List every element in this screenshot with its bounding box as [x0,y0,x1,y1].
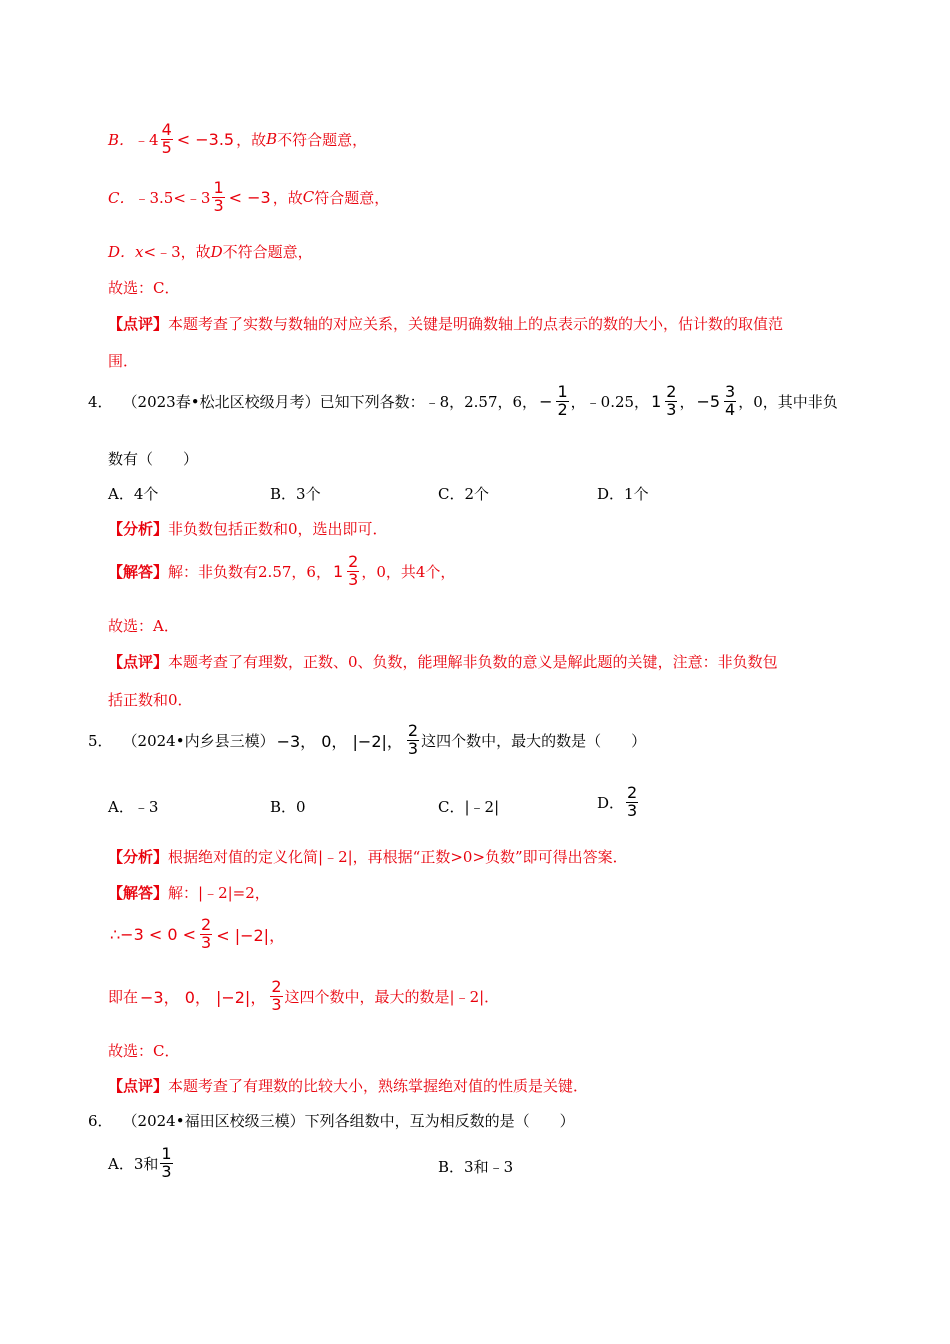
q3-option-b-line: B． ﹣4 $\frac{4}{5}$ < −3.5 ，故 B 不符合题意， [108,120,368,157]
q3-comment: 【点评】 本题考查了实数与数轴的对应关系，关键是明确数轴上的点表示的数的大小，估计数的取值范 [108,315,784,333]
q5-option-a: A．﹣3 [108,798,159,816]
q6-stem: 6． （2024•福田区校级三模）下列各组数中，互为相反数的是（ ） [88,1112,575,1130]
q6-option-b: B．3和﹣3 [438,1158,514,1176]
q5-stem: 5． （2024•内乡县三模） −3， 0， |−2|， $\frac{2}{3}$ 这四个数中，最大的数是（ ） [88,721,647,758]
q4-solution: 【解答】 解：非负数有2.57，6， 1 $\frac{2}{3}$ ，0，共4个， [108,552,456,589]
q3-option-d-line: D． x <﹣3，故 D 不符合题意， [108,242,313,261]
q6-option-a: A．3和 $\frac{1}{3}$ [108,1144,172,1181]
q4-analysis: 【分析】 非负数包括正数和0，选出即可． [108,520,388,538]
q5-solution: 【解答】 解：|﹣2|=2， [108,884,270,902]
q5-option-c: C．|﹣2| [438,798,500,816]
fraction: $\frac{1}{3}$ [213,178,224,215]
q5-answer: 故选：C． [108,1042,180,1060]
q4-comment-cont: 括正数和0． [108,691,193,709]
q5-analysis: 【分析】 根据绝对值的定义化简|﹣2|，再根据“正数>0>负数”即可得出答案． [108,848,628,866]
q5-comment: 【点评】 本题考查了有理数的比较大小，熟练掌握绝对值的性质是关键． [108,1077,589,1095]
q4-option-d: D．1个 [597,485,649,503]
q3-comment-cont: 围． [108,352,139,370]
q4-option-b: B．3个 [270,485,321,503]
q4-comment: 【点评】 本题考查了有理数，正数、0、负数，能理解非负数的意义是解此题的关键，注意：非负数包 [108,653,778,671]
q5-conclusion: 即在 −3， 0， |−2|， $\frac{2}{3}$ 这四个数中，最大的数是|﹣2|． [108,977,500,1014]
q4-option-c: C．2个 [438,485,490,503]
q5-inequality: ∴−3 < 0 < $\frac{2}{3}$ < |−2|， [110,915,286,952]
q3-answer: 故选：C． [108,279,180,297]
q4-answer: 故选：A． [108,617,179,635]
q3-option-c-line: C． ﹣3.5<﹣3 $\frac{1}{3}$ < −3 ，故 C 符合题意， [108,178,390,215]
q5-option-d: D． $\frac{2}{3}$ [597,783,638,820]
fraction: $\frac{4}{5}$ [161,120,172,157]
q4-stem-cont: 数有（ ） [108,450,199,468]
q4-stem: 4． （2023春•松北区校级月考）已知下列各数：﹣8，2.57，6， − $\frac{1}{2}$ ，﹣0.25， 1 $\frac{2}{3}$ ， −5 $\frac{3}{4}$ ，0，其中非负 [88,382,838,419]
q5-option-b: B．0 [270,798,306,816]
q4-option-a: A．4个 [108,485,159,503]
